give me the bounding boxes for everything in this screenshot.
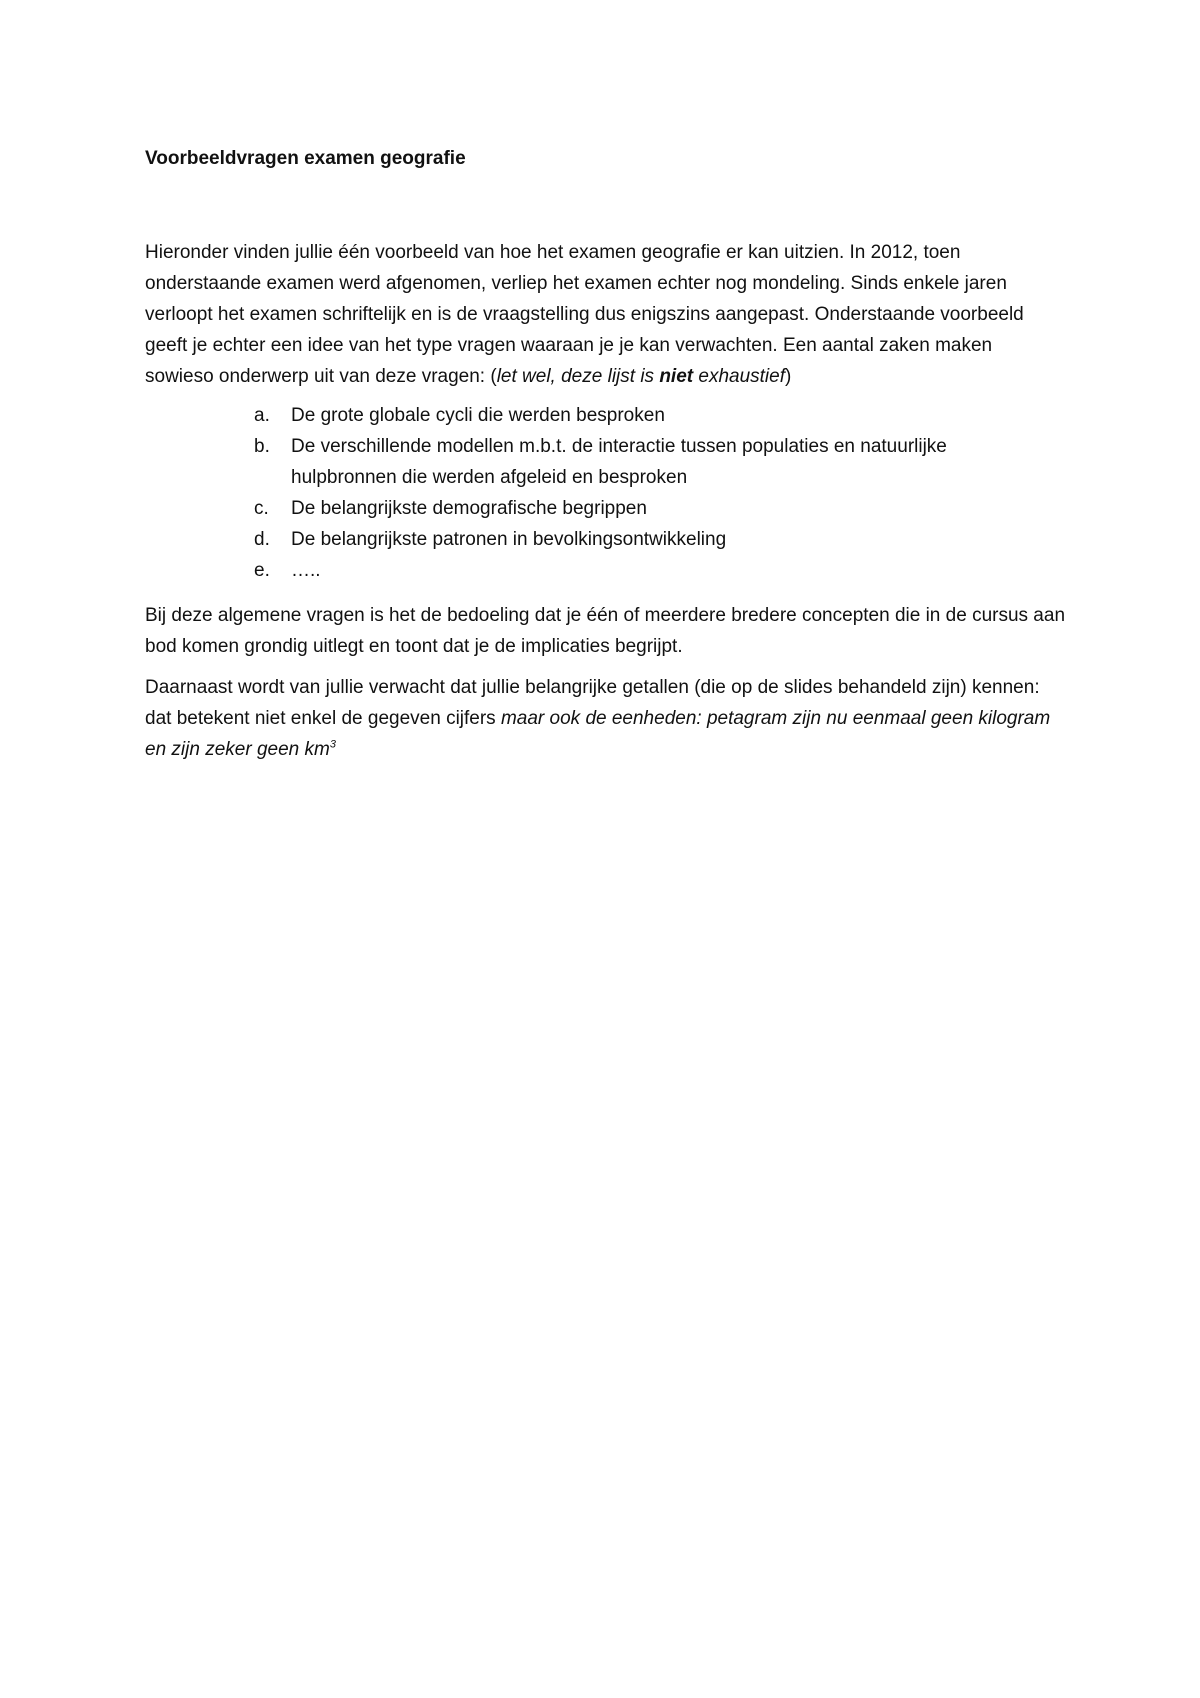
intro-paragraph xyxy=(145,237,1065,392)
intro-text: Hieronder vinden jullie één voorbeeld van hoe het examen geografie er kan uitzien. In 2012, toen onderstaande examen werd afgenomen, verliep het examen echter nog mondeling. Sinds enkele jaren verloopt het examen schriftelijk en is de vraagstelling dus enigszins aangepast. Onderstaande voorbeeld geeft je echter een idee van het type vragen waaraan je je kan verwachten. Een aantal zaken maken sowieso onderwerp uit van deze vragen: ( xyxy=(145,242,1024,387)
list-item xyxy=(145,400,1065,431)
intro-close: ) xyxy=(785,366,792,387)
list-marker: a. xyxy=(254,405,270,426)
unit-superscript: 3 xyxy=(329,738,336,751)
expectation-text: Daarnaast wordt van jullie verwacht dat jullie belangrijke getallen (die op de slides behandeld zijn) kennen: dat betekent niet enkel de gegeven cijfers xyxy=(145,677,1040,729)
list-item-text: ….. xyxy=(291,560,321,581)
intro-note-emphasis: niet xyxy=(659,366,694,387)
list-marker: d. xyxy=(254,529,270,550)
list-item xyxy=(145,431,1065,493)
expectation-paragraph xyxy=(145,672,1065,765)
list-item-text: De grote globale cycli die werden besproken xyxy=(291,405,665,426)
list-item-text: De belangrijkste demografische begrippen xyxy=(291,498,647,519)
list-item xyxy=(145,555,1065,586)
question-paragraph: Bij deze algemene vragen is het de bedoeling dat je één of meerdere bredere concepten die in de cursus aan bod komen grondig uitlegt en toont dat je de implicaties begrijpt. xyxy=(145,605,1066,657)
list-item-text: De belangrijkste patronen in bevolkingsontwikkeling xyxy=(291,529,727,550)
list-item xyxy=(145,493,1065,524)
list-item xyxy=(145,524,1065,555)
document-body xyxy=(145,146,1065,765)
list-marker: c. xyxy=(254,498,269,519)
intro-note-end: exhaustief xyxy=(693,366,786,387)
list-item-text: De verschillende modellen m.b.t. de interactie tussen populaties en natuurlijke hulpbronnen die werden afgeleid en besproken xyxy=(291,436,947,488)
list-marker: e. xyxy=(254,560,270,581)
list-marker: b. xyxy=(254,436,270,457)
expectation-italic: maar ook de eenheden: petagram zijn nu eenmaal geen kilogram en zijn zeker geen km xyxy=(145,708,1051,760)
document-title: Voorbeeldvragen examen geografie xyxy=(145,148,466,169)
topic-list xyxy=(145,400,1065,586)
intro-note: let wel, deze lijst is xyxy=(496,366,660,387)
